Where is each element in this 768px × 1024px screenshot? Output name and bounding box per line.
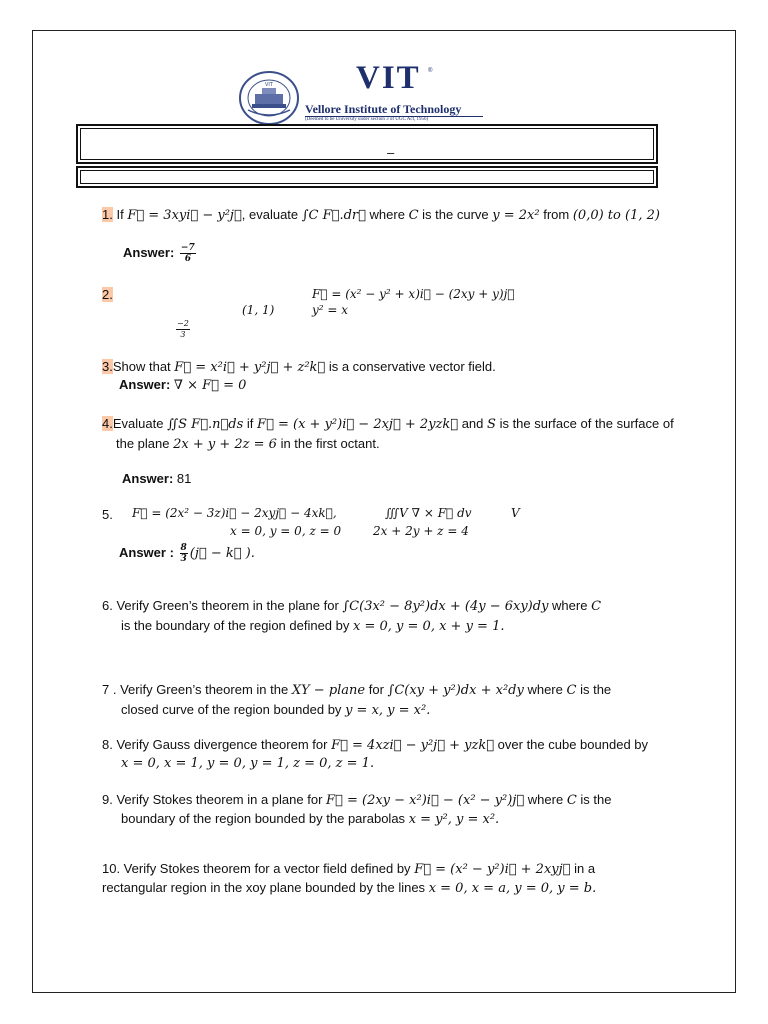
question-9 [102,790,611,811]
q5-answer-value: (j⃗ − k⃗ ). [189,546,255,561]
q3-text: Show that [112,359,171,374]
q9-text: 9. Verify Stokes theorem in a plane for [102,792,323,807]
q9-text-d: is the [580,792,612,807]
logo-subtitle: (Deemed to be University under section 3 of UGC Act, 1956) [305,117,429,122]
q4-answer [122,469,191,489]
q9-field: F⃗ = (2xy − x²)i⃗ − (x² − y²)j⃗ [326,793,525,808]
q6-text-b: where [552,598,588,613]
q2-field: F⃗ = (x² − y² + x)i⃗ − (2xy + y)j⃗ [312,287,515,301]
title-box [76,124,658,164]
q8-cube: x = 0, x = 1, y = 0, y = 1, z = 0, z = 1. [121,756,375,771]
question-9-line-2 [121,809,499,830]
q1-answer-label: Answer: [123,245,175,260]
q9-line2-text: boundary of the region bounded by the parabolas [121,811,406,826]
q5-integral: ∭V ∇ × F⃗ dv [385,506,472,520]
q1-text-c: where [369,207,405,222]
q3-answer-label: Answer: [119,377,171,392]
question-2-number: 2. [102,287,113,302]
question-10 [102,859,595,880]
question-8-line-2 [121,753,374,774]
q7-curve-label: C [566,683,577,698]
q4-text-d: is the surface of the surface of [499,416,674,431]
q6-line2-text: is the boundary of the region defined by [121,618,350,633]
q1-text-b: , evaluate [241,207,299,222]
q1-limits: (0,0) to (1, 2) [572,208,660,223]
svg-text:VIT: VIT [265,82,273,88]
q5-field: F⃗ = (2x² − 3z)i⃗ − 2xyj⃗ − 4xk⃗, [132,506,337,520]
q4-text-c: and [461,416,484,431]
q4-line2-text: the plane [116,436,170,451]
q5-volume: V [511,506,520,520]
q1-answer-fraction: $\frac{-7}{6}$ [180,243,195,265]
question-2-number-wrap [102,285,113,305]
q7-integral: ∫C(xy + y²)dx + x²dy [387,683,524,698]
q4-plane: 2x + y + 2z = 6 [173,437,277,452]
q5-planes: x = 0, y = 0, z = 0 [230,524,342,538]
q7-text: 7 . Verify Green’s theorem in the [102,682,289,697]
q8-text: 8. Verify Gauss divergence theorem for [102,737,328,752]
q4-line2-text-b: in the first octant. [280,436,380,451]
q8-text-b: over the cube bounded by [497,737,649,752]
q5-answer-fraction: $\frac{8}{3}$ [180,543,187,565]
q1-text-e: from [543,207,570,222]
q6-text: 6. Verify Green’s theorem in the plane for [102,598,339,613]
q5-plane2: 2x + 2y + z = 4 [373,524,469,538]
q6-region: x = 0, y = 0, x + y = 1. [353,619,505,634]
q7-plane: XY − plane [291,683,366,698]
q7-text-b: for [368,682,384,697]
question-4 [102,414,674,435]
q6-curve-label: C [591,599,602,614]
subtitle-box [76,166,658,188]
q4-field: F⃗ = (x + y²)i⃗ − 2xj⃗ + 2yzk⃗ [257,417,459,432]
q5-answer-label: Answer : [119,545,174,560]
q10-text-b: in a [574,861,596,876]
question-6 [102,596,601,617]
q1-text: If [116,207,124,222]
q3-text-b: is a conservative vector field. [328,359,496,374]
q4-answer-value: 81 [176,471,192,486]
q8-field: F⃗ = 4xzi⃗ − y²j⃗ + yzk⃗ [331,738,495,753]
question-7 [102,680,611,701]
q10-region: x = 0, x = a, y = 0, y = b. [428,881,597,896]
q2-curve: y² = x [312,303,349,317]
question-4-line-2 [116,434,380,455]
q1-curve: y = 2x² [492,208,540,223]
q9-curve-label: C [566,793,577,808]
q2-point: (1, 1) [242,303,275,317]
question-7-line-2 [121,700,430,721]
q7-text-c: where [527,682,563,697]
q6-integral: ∫C(3x² − 8y²)dx + (4y − 6xy)dy [342,599,549,614]
q7-text-e: is the [580,682,612,697]
q10-line2-text: rectangular region in the xoy plane bounded by the lines [102,880,426,895]
q4-integral: ∬S F⃗.n⃗ds [167,417,244,432]
q10-text: 10. Verify Stokes theorem for a vector field defined by [102,861,411,876]
q2-answer-fraction: $\frac{-2}{3}$ [177,319,189,339]
question-1 [102,205,660,226]
q1-integral: ∫C F⃗.dr⃗ [301,208,366,223]
question-4-number: 4. [102,416,113,431]
question-1-number: 1. [102,207,113,222]
q4-surface-label: S [487,417,496,432]
q3-answer [119,375,246,396]
q3-answer-value: ∇ × F⃗ = 0 [173,378,247,393]
title-box-text: – [387,145,395,160]
question-5-number: 5. [102,507,113,522]
question-3-number: 3. [102,359,113,374]
q10-field: F⃗ = (x² − y²)i⃗ + 2xyj⃗ [414,862,571,877]
logo-title: VIT [356,60,421,96]
q1-answer [123,243,198,264]
logo-registered-mark: ® [428,68,433,74]
question-6-line-2 [121,616,504,637]
q7-region: y = x, y = x². [345,703,431,718]
university-seal-logo [238,70,300,126]
q4-answer-label: Answer: [122,471,174,486]
q4-text: Evaluate [112,416,164,431]
q5-answer [119,543,255,564]
q7-line2-text: closed curve of the region bounded by [121,702,342,717]
q1-text-d: is the curve [422,207,489,222]
q9-region: x = y², y = x². [408,812,500,827]
q1-field: F⃗ = 3xyi⃗ − y²j⃗ [127,208,242,223]
question-10-line-2 [102,878,596,899]
logo-institution-name: Vellore Institute of Technology [305,102,462,116]
q4-text-b: if [246,416,254,431]
q9-text-b: where [527,792,564,807]
q1-curve-label: C [408,208,419,223]
q3-field: F⃗ = x²i⃗ + y²j⃗ + z²k⃗ [174,360,326,375]
